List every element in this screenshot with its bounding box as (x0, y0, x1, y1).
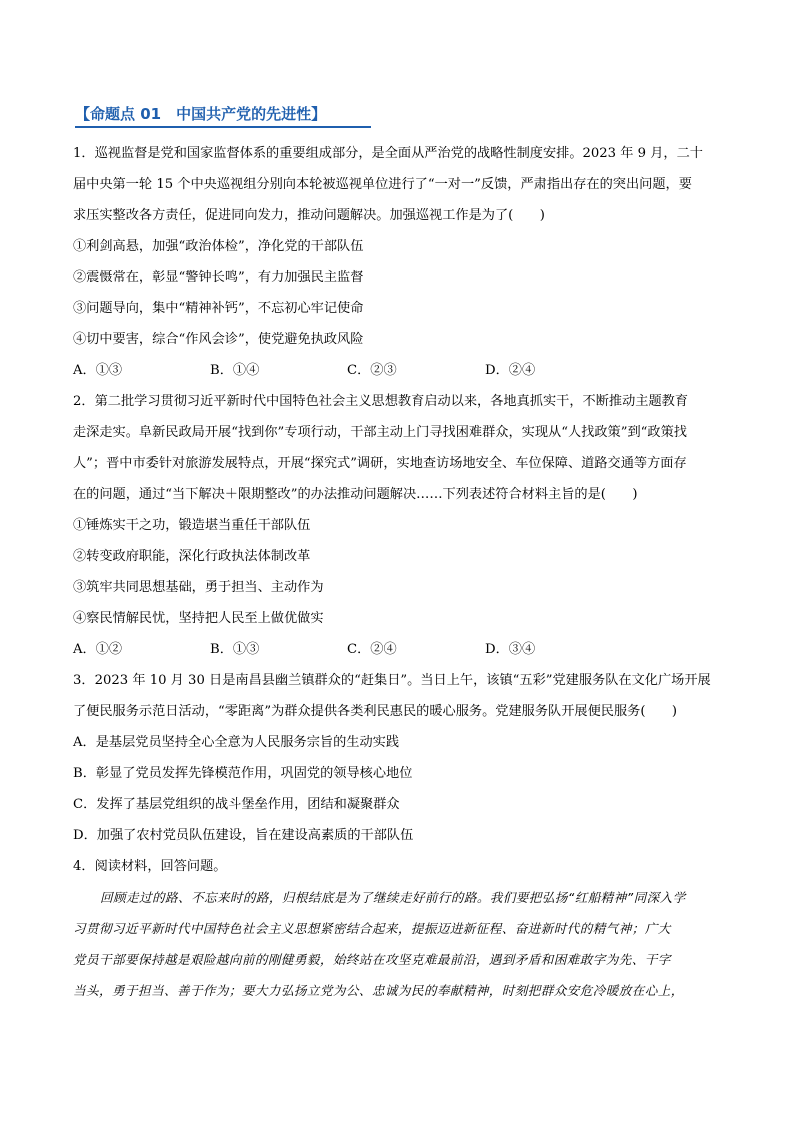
q4-material-line-4: 当头，勇于担当、善于作为；要大力弘扬立党为公、忠诚为民的奉献精神，时刻把群众安危冷暖放在心上， (73, 983, 684, 998)
q2-option-1: ①锤炼实干之功，锻造堪当重任干部队伍 (73, 518, 311, 533)
q2-option-4: ④察民情解民忧，坚持把人民至上做优做实 (73, 611, 324, 626)
q3-line-2: 了便民服务示范日活动，“零距离”为群众提供各类利民惠民的暖心服务。党建服务队开展便民服务( ) (73, 704, 678, 719)
q4-intro: 4．阅读材料，回答问题。 (73, 859, 227, 874)
q2-option-2: ②转变政府职能，深化行政执法体制改革 (73, 549, 311, 564)
q2-line-2: 走深走实。阜新民政局开展“找到你”专项行动，干部主动上门寻找困难群众，实现从“人找政策”到“政策找 (73, 425, 687, 440)
q1-choice-c: C．②③ (347, 363, 397, 378)
q4-material-line-2: 习贯彻习近平新时代中国特色社会主义思想紧密结合起来，提振迈进新征程、奋进新时代的精气神；广大 (73, 921, 671, 936)
q1-option-2: ②震慑常在，彰显“警钟长鸣”，有力加强民主监督 (73, 270, 364, 285)
q3-answer-c: C．发挥了基层党组织的战斗堡垒作用，团结和凝聚群众 (73, 797, 400, 812)
heading-underline (75, 126, 371, 128)
q3-answer-b: B．彰显了党员发挥先锋模范作用，巩固党的领导核心地位 (73, 766, 413, 781)
q2-choice-b: B．①③ (210, 642, 260, 657)
q3-line-1: 3．2023 年 10 月 30 日是南昌县幽兰镇群众的“赶集日”。当日上午，该镇“五彩”党建服务队在文化广场开展 (73, 673, 711, 688)
q4-material-line-3: 党员干部要保持越是艰险越向前的刚健勇毅，始终站在攻坚克难最前沿，遇到矛盾和困难敢字为先、干字 (73, 952, 671, 967)
q2-line-4: 在的问题，通过“当下解决＋限期整改”的办法推动问题解决……下列表述符合材料主旨的是( ) (73, 487, 638, 502)
q2-line-1: 2．第二批学习贯彻习近平新时代中国特色社会主义思想教育启动以来，各地真抓实干，不断推动主题教育 (73, 394, 689, 409)
q1-option-3: ③问题导向，集中“精神补钙”，不忘初心牢记使命 (73, 301, 364, 316)
q2-choice-d: D．③④ (485, 642, 536, 657)
section-heading: 【命题点 01 中国共产党的先进性】 (75, 105, 327, 123)
q1-option-1: ①利剑高悬，加强“政治体检”，净化党的干部队伍 (73, 239, 364, 254)
q2-line-3: 人”；晋中市委针对旅游发展特点，开展“探究式”调研，实地查访场地安全、车位保障、道路交通等方面存 (73, 456, 687, 471)
q1-option-4: ④切中要害，综合“作风会诊”，使党避免执政风险 (73, 332, 364, 347)
q2-option-3: ③筑牢共同思想基础，勇于担当、主动作为 (73, 580, 324, 595)
q1-choice-d: D．②④ (485, 363, 536, 378)
q3-answer-a: A．是基层党员坚持全心全意为人民服务宗旨的生动实践 (73, 735, 400, 750)
q4-material-line-1: 回顾走过的路、不忘来时的路，归根结底是为了继续走好前行的路。我们要把弘扬“红船精神”同深入学 (100, 890, 686, 905)
q2-choice-a: A．①② (73, 642, 123, 657)
q3-answer-d: D．加强了农村党员队伍建设，旨在建设高素质的干部队伍 (73, 828, 414, 843)
q1-choice-a: A．①③ (73, 363, 123, 378)
q1-line-3: 求压实整改各方责任，促进同向发力，推动问题解决。加强巡视工作是为了( ) (73, 208, 545, 223)
q1-choice-b: B．①④ (210, 363, 260, 378)
q1-line-1: 1．巡视监督是党和国家监督体系的重要组成部分，是全面从严治党的战略性制度安排。2023 年 9 月，二十 (73, 146, 703, 161)
q2-choice-c: C．②④ (347, 642, 397, 657)
q1-line-2: 届中央第一轮 15 个中央巡视组分别向本轮被巡视单位进行了“一对一”反馈，严肃指出存在的突出问题，要 (73, 177, 692, 192)
